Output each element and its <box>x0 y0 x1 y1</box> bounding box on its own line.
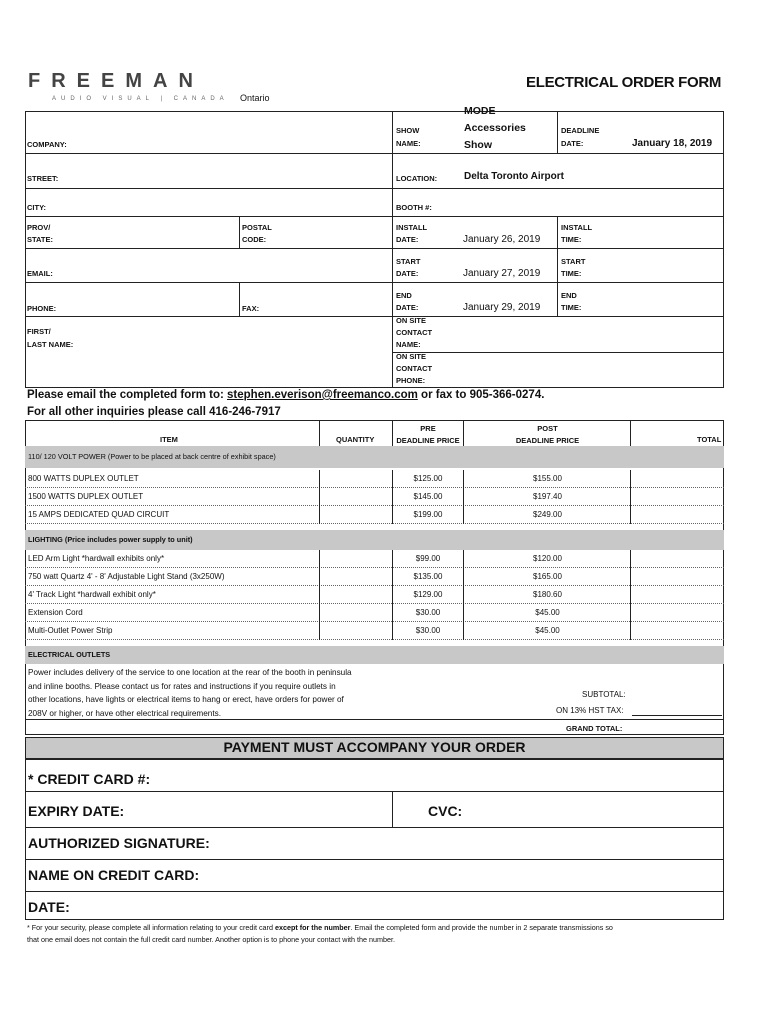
col-pre-header-1: PRE <box>420 424 436 433</box>
grand-total-label: GRAND TOTAL: <box>566 724 623 733</box>
row-divider <box>25 621 724 622</box>
install-date-value: January 26, 2019 <box>463 234 541 245</box>
pre-price: $199.00 <box>413 510 443 519</box>
item-name: LED Arm Light *hardwall exhibits only* <box>28 554 165 563</box>
end-time-label-2: TIME: <box>561 303 582 312</box>
post-price: $197.40 <box>533 492 562 501</box>
footnote-line-2: that one email does not contain the full credit card number. Another option is to phone your contact with the number. <box>27 935 395 944</box>
freeman-logo: FREEMAN <box>28 70 204 92</box>
post-price: $120.00 <box>533 554 562 563</box>
email-notice-pre: Please email the completed form to: <box>27 389 228 401</box>
quantity-input[interactable] <box>322 623 389 638</box>
deadline-label-1: DEADLINE <box>561 126 600 135</box>
row-total-input[interactable] <box>633 605 720 620</box>
city-input[interactable] <box>100 190 385 214</box>
col-item-header: ITEM <box>160 435 178 444</box>
prov-input[interactable] <box>100 218 235 246</box>
start-date-label-2: DATE: <box>396 269 419 278</box>
power-section-title: 110/ 120 VOLT POWER (Power to be placed at back centre of exhibit space) <box>28 452 276 461</box>
col-pre-header <box>394 423 462 447</box>
row-total-input[interactable] <box>633 623 720 638</box>
location-label: LOCATION: <box>396 174 438 183</box>
show-label-1: SHOW <box>396 126 420 135</box>
quantity-input[interactable] <box>322 605 389 620</box>
item-name: 4' Track Light *hardwall exhibit only* <box>28 590 156 599</box>
show-name-line-3: Show <box>464 139 492 151</box>
signature-label: AUTHORIZED SIGNATURE: <box>28 835 210 851</box>
quantity-input[interactable] <box>322 489 389 504</box>
phone-notice: For all other inquiries please call 416-246-7917 <box>27 406 281 418</box>
phone-label: PHONE: <box>27 304 57 313</box>
region-label: Ontario <box>240 93 270 103</box>
signature-input[interactable] <box>215 830 720 856</box>
company-input[interactable] <box>100 115 385 151</box>
street-label: STREET: <box>27 174 59 183</box>
cardholder-name-label: NAME ON CREDIT CARD: <box>28 867 200 883</box>
quantity-input[interactable] <box>322 471 389 486</box>
item-name: 800 WATTS DUPLEX OUTLET <box>28 474 139 483</box>
logo-subtitle: AUDIO VISUAL | CANADA <box>52 96 229 102</box>
install-time-input[interactable] <box>600 218 720 246</box>
install-time-label-2: TIME: <box>561 235 582 244</box>
row-total-input[interactable] <box>633 587 720 602</box>
row-total-input[interactable] <box>633 489 720 504</box>
name-input[interactable] <box>100 318 385 384</box>
contact-name-label-1: ON SITE <box>396 316 427 325</box>
end-date-value: January 29, 2019 <box>463 302 541 313</box>
install-time-label-1: INSTALL <box>561 223 593 232</box>
col-post-header-1: POST <box>537 424 558 433</box>
fax-label: FAX: <box>242 304 260 313</box>
start-date-value: January 27, 2019 <box>463 268 541 279</box>
footnote-line-1 <box>27 922 613 934</box>
quantity-input[interactable] <box>322 587 389 602</box>
outlets-line: and inline booths. Please contact us for rates and instructions if you require outlets in <box>28 681 336 691</box>
expiry-input[interactable] <box>130 794 388 824</box>
tax-label: ON 13% HST TAX: <box>556 706 624 715</box>
contact-name-label-2: CONTACT <box>396 328 433 337</box>
post-price: $165.00 <box>533 572 562 581</box>
post-price: $249.00 <box>533 510 562 519</box>
subtotal-label: SUBTOTAL: <box>582 690 626 699</box>
postal-label-1: POSTAL <box>242 223 272 232</box>
email-notice-post: or fax to 905-366-0274. <box>417 389 545 401</box>
show-name-value <box>464 103 526 154</box>
company-label: COMPANY: <box>27 140 67 149</box>
row-divider <box>25 639 724 640</box>
security-footnote <box>27 922 613 946</box>
row-total-input[interactable] <box>633 551 720 566</box>
booth-label: BOOTH #: <box>396 203 432 212</box>
contact-name-label-3: NAME: <box>396 340 421 349</box>
quantity-input[interactable] <box>322 569 389 584</box>
start-date-label-1: START <box>396 257 421 266</box>
pre-price: $30.00 <box>415 608 441 617</box>
fax-input[interactable] <box>290 284 388 314</box>
payment-heading: PAYMENT MUST ACCOMPANY YOUR ORDER <box>223 739 526 755</box>
start-time-input[interactable] <box>600 250 720 280</box>
end-time-label-1: END <box>561 291 577 300</box>
outlets-line: 208V or higher, or have other electrical requirements. <box>28 708 221 718</box>
credit-card-input[interactable] <box>160 762 720 789</box>
end-time-input[interactable] <box>600 284 720 314</box>
item-name: Extension Cord <box>28 608 83 617</box>
contact-phone-label-3: PHONE: <box>396 376 426 385</box>
row-divider <box>25 585 724 586</box>
expiry-label: EXPIRY DATE: <box>28 803 125 819</box>
email-label: EMAIL: <box>27 269 53 278</box>
install-date-label-2: DATE: <box>396 235 419 244</box>
start-time-label-2: TIME: <box>561 269 582 278</box>
email-notice <box>27 389 544 401</box>
date-input[interactable] <box>80 894 720 918</box>
footnote-post: . Email the completed form and provide the number in 2 separate transmissions so <box>350 923 613 932</box>
col-post-header <box>470 423 625 447</box>
contact-email-link[interactable]: stephen.everison@freemanco.com <box>227 389 418 401</box>
row-divider <box>25 505 724 506</box>
deadline-label-2: DATE: <box>561 139 584 148</box>
street-input[interactable] <box>100 156 385 186</box>
row-divider <box>25 603 724 604</box>
outlets-section-title: ELECTRICAL OUTLETS <box>28 650 111 659</box>
name-label-2: LAST NAME: <box>27 340 74 349</box>
item-name: 750 watt Quartz 4' - 8' Adjustable Light Stand (3x250W) <box>28 572 225 581</box>
prov-label-2: STATE: <box>27 235 53 244</box>
location-value: Delta Toronto Airport <box>464 171 564 182</box>
lighting-section-title: LIGHTING (Price includes power supply to unit) <box>28 535 193 544</box>
date-label: DATE: <box>28 899 70 915</box>
deadline-value: January 18, 2019 <box>632 138 713 149</box>
grand-total-value[interactable] <box>632 722 720 733</box>
outlets-line: other locations, have lights or electrical items to hang or erect, have orders for power of <box>28 695 344 704</box>
contact-phone-input[interactable] <box>440 354 720 385</box>
col-post-header-2: DEADLINE PRICE <box>515 436 580 445</box>
cardholder-name-input[interactable] <box>200 862 720 888</box>
footnote-bold: except for the number <box>274 923 351 932</box>
pre-price: $30.00 <box>415 626 441 635</box>
cvc-label: CVC: <box>428 803 463 819</box>
item-name: 15 AMPS DEDICATED QUAD CIRCUIT <box>28 510 170 519</box>
row-total-input[interactable] <box>633 471 720 486</box>
show-label-2: NAME: <box>396 139 421 148</box>
pre-price: $129.00 <box>413 590 443 599</box>
post-price: $180.60 <box>533 590 562 599</box>
quantity-input[interactable] <box>322 551 389 566</box>
show-name-line-1: MODE <box>464 105 496 117</box>
pre-price: $99.00 <box>415 554 441 563</box>
name-label-1: FIRST/ <box>27 327 51 336</box>
show-name-line-2: Accessories <box>464 122 526 134</box>
pre-price: $145.00 <box>413 492 443 501</box>
pre-price: $135.00 <box>413 572 443 581</box>
pre-price: $125.00 <box>413 474 443 483</box>
quantity-input[interactable] <box>322 507 389 522</box>
post-price: $45.00 <box>535 608 560 617</box>
col-qty-header: QUANTITY <box>336 435 375 444</box>
col-pre-header-2: DEADLINE PRICE <box>396 436 460 445</box>
cvc-input[interactable] <box>470 794 720 824</box>
install-date-label-1: INSTALL <box>396 223 428 232</box>
city-label: CITY: <box>27 203 47 212</box>
outlets-description <box>28 666 352 720</box>
post-price: $155.00 <box>533 474 562 483</box>
row-divider <box>25 567 724 568</box>
postal-label-2: CODE: <box>242 235 267 244</box>
col-total-header: TOTAL <box>697 435 722 444</box>
booth-input[interactable] <box>440 190 720 214</box>
contact-phone-label-2: CONTACT <box>396 364 433 373</box>
page-title: ELECTRICAL ORDER FORM <box>526 74 722 91</box>
row-total-input[interactable] <box>633 507 720 522</box>
outlets-section-bar <box>25 646 724 664</box>
row-divider <box>25 523 724 524</box>
end-date-label-1: END <box>396 291 412 300</box>
postal-input[interactable] <box>290 218 388 246</box>
tax-value[interactable] <box>632 704 720 716</box>
start-time-label-1: START <box>561 257 586 266</box>
end-date-label-2: DATE: <box>396 303 419 312</box>
row-total-input[interactable] <box>633 569 720 584</box>
contact-phone-label-1: ON SITE <box>396 352 427 361</box>
row-divider <box>25 487 724 488</box>
phone-input[interactable] <box>100 284 235 314</box>
email-input[interactable] <box>100 250 385 280</box>
item-name: 1500 WATTS DUPLEX OUTLET <box>28 492 144 501</box>
credit-card-label: * CREDIT CARD #: <box>28 771 151 787</box>
outlets-line: Power includes delivery of the service to one location at the rear of the booth in peninsula <box>28 668 352 677</box>
prov-label-1: PROV/ <box>27 223 51 232</box>
subtotal-value[interactable] <box>632 688 720 700</box>
item-name: Multi-Outlet Power Strip <box>28 626 113 635</box>
post-price: $45.00 <box>535 626 560 635</box>
contact-name-input[interactable] <box>440 318 720 350</box>
footnote-pre: * For your security, please complete all information relating to your credit card <box>27 923 275 932</box>
